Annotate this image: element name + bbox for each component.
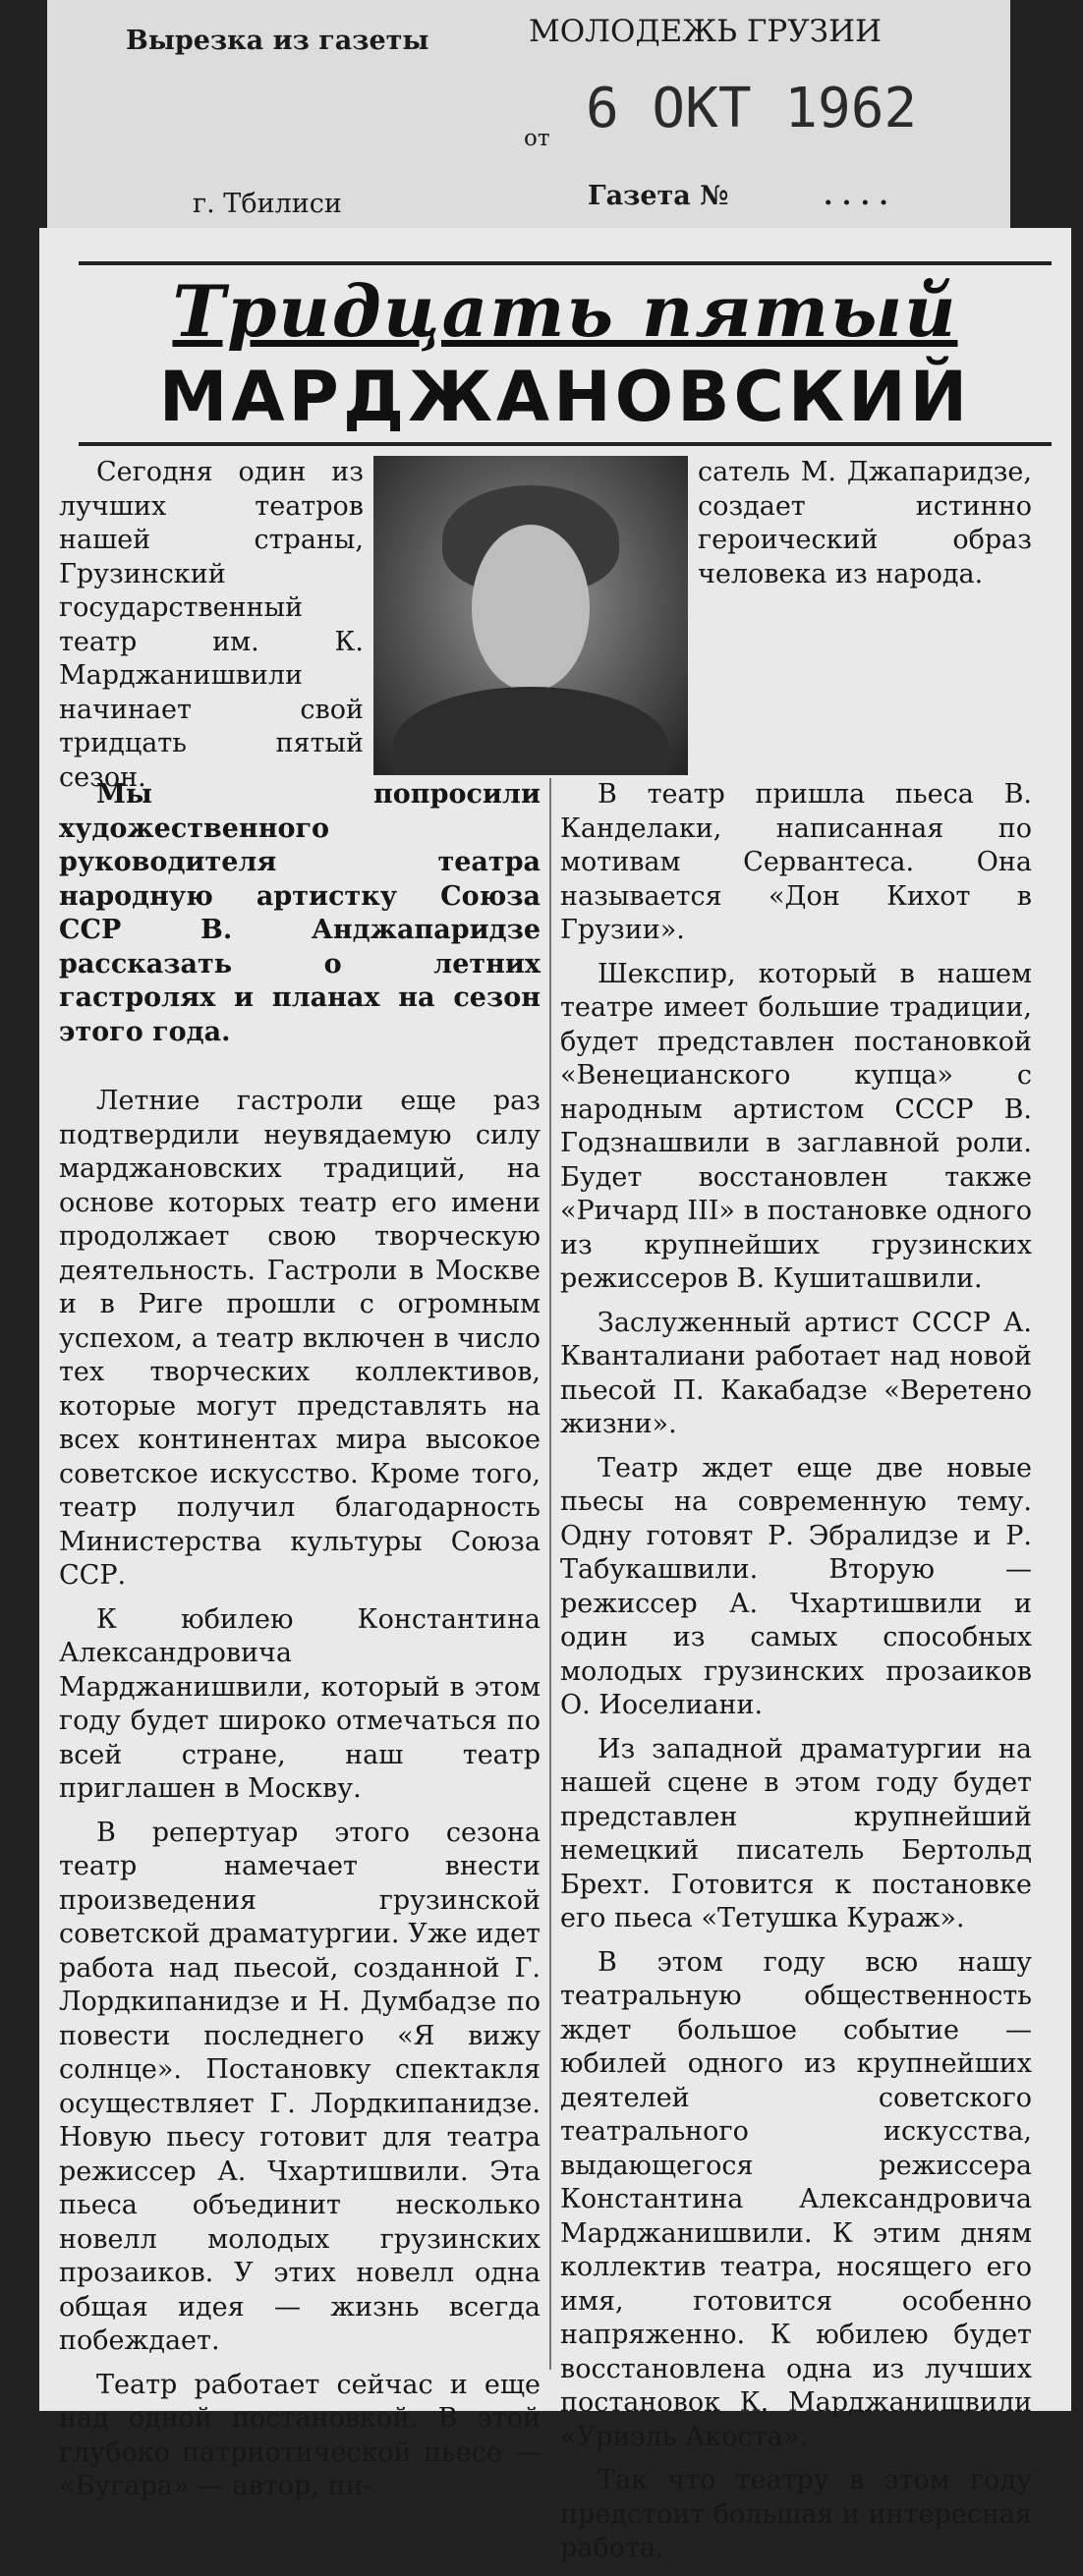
- article-column-2: [560, 778, 1032, 2576]
- headline: [79, 267, 1052, 439]
- date-stamp: 6 ОКТ 1962: [586, 77, 918, 140]
- newspaper-clipping: [39, 228, 1071, 2563]
- issue-label: Газета №: [588, 181, 729, 211]
- paragraph: Шекспир, который в нашем театре имеет большие традиции, будет представлен постановкой «Венецианского купца» с народным артистом СССР В. Годзнашвили в заглавной роли. Будет восстановлен также «Ричард III» в постановке одного из крупнейших грузинских режиссеров В. Кушиташвили.: [560, 958, 1032, 1294]
- paragraph: В этом году всю нашу театральную общественность ждет большое событие — юбилей одного из крупнейших деятелей советского театрального искусства, выдающегося режиссера Константина Александровича Марджанишвили. К этим дням коллектив театра, носящего его имя, готовится особенно напряженно. К юбилею будет восстановлена одна из лучших постановок К. Марджанишвили «Уриэль Акоста».: [560, 1946, 1032, 2452]
- paragraph: В театр пришла пьеса В. Канделаки, написанная по мотивам Сервантеса. Она называется «Дон Кихот в Грузии».: [560, 779, 1032, 945]
- paragraph: Театр работает сейчас и еще над одной постановкой. В этой глубоко патриотической пьесе — «Бугара» — автор, пи-: [59, 2369, 541, 2501]
- paragraph: Летние гастроли еще раз подтвердили неувядаемую силу марджановских традиций, на основе которых театр его имени продолжает свою творческую деятельность. Гастроли в Москве и в Риге прошли с огромным успехом, а театр включен в число тех творческих коллективов, которые могут представлять на всех континентах мира высокое советское искусство. Кроме того, театр получил благодарность Министерства культуры Союза ССР.: [59, 1086, 541, 1591]
- clipping-label: Вырезка из газеты: [126, 26, 429, 56]
- paragraph: Мы попросили художественного руководителя театра народную артистку Союза ССР В. Анджапаридзе рассказать о летних гастролях и планах на сезон этого года.: [59, 779, 541, 1047]
- article-column-2-lead: [698, 456, 1032, 601]
- city-label: г. Тбилиси: [193, 189, 342, 219]
- portrait-face: [472, 525, 590, 692]
- paragraph: Сегодня один из лучших театров нашей страны, Грузинский государственный театр им. К. Марджанишвили начинает свой тридцать пятый сезон.: [59, 457, 364, 793]
- paragraph: Из западной драматургии на нашей сцене в этом году будет представлен крупнейший немецкий писатель Бертольд Брехт. Готовится к постановке его пьеса «Тетушка Кураж».: [560, 1733, 1032, 1933]
- paragraph: Театр ждет еще две новые пьесы на современную тему. Одну готовят Р. Эбралидзе и Р. Табукашвили. Вторую — режиссер А. Чхартишвили и один из самых способных молодых грузинских прозаиков О. Иоселиани.: [560, 1452, 1032, 1720]
- clipping-card: [47, 0, 1010, 246]
- newspaper-name: МОЛОДЕЖЬ ГРУЗИИ: [529, 14, 883, 49]
- column-divider: [549, 778, 551, 2370]
- portrait-shoulders: [393, 687, 668, 775]
- portrait-photo: [373, 456, 688, 775]
- headline-line-2: МАРДЖАНОВСКИЙ: [158, 357, 972, 437]
- headline-line-1: Тридцать пятый: [172, 269, 958, 353]
- paragraph: К юбилею Константина Александровича Марджанишвили, который в этом году будет широко отмечаться по всей стране, наш театр приглашен в Москву.: [59, 1603, 541, 1804]
- article-column-1: [59, 778, 541, 2514]
- headline-bottom-rule: [79, 442, 1052, 446]
- paragraph: Заслуженный артист СССР А. Кванталиани работает над новой пьесой П. Какабадзе «Веретено жизни».: [560, 1307, 1032, 1439]
- paragraph: В репертуар этого сезона театр намечает внести произведения грузинской советской драматургии. Уже идет работа над пьесой, созданной Г. Лордкипанидзе и Н. Думбадзе по повести последнего «Я вижу солнце». Постановку спектакля осуществляет Г. Лордкипанидзе. Новую пьесу готовит для театра режиссер А. Чхартишвили. Эта пьеса объединит несколько новелл молодых грузинских прозаиков. У этих новелл одна общая идея — жизнь всегда побеждает.: [59, 1817, 541, 2356]
- headline-top-rule: [79, 261, 1052, 265]
- paragraph: Так что театру в этом году предстоит большая и интересная работа.: [560, 2465, 1032, 2563]
- from-label: от: [524, 126, 550, 151]
- issue-dots: . . . .: [824, 181, 888, 211]
- article-column-1-lead: [59, 456, 364, 805]
- paragraph: сатель М. Джапаридзе, создает истинно героический образ человека из народа.: [698, 457, 1032, 589]
